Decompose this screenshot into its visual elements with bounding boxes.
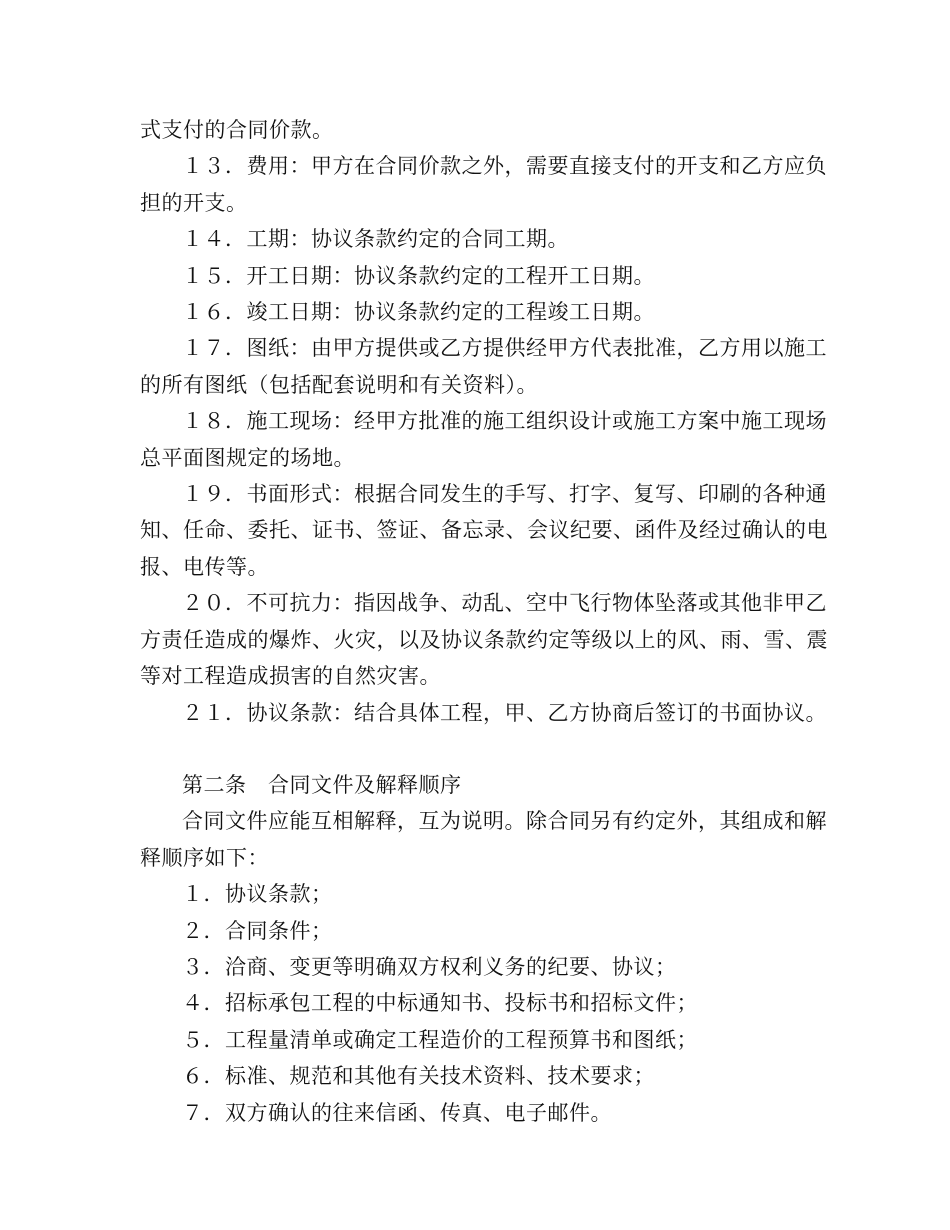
definition-19: １９．书面形式：根据合同发生的手写、打字、复写、印刷的各种通知、任命、委托、证书、签证、备忘录、会议纪要、函件及经过确认的电报、电传等。 [140,482,828,579]
list-item: ４．招标承包工程的中标通知书、投标书和招标文件； [182,991,698,1016]
list-item: ２．合同条件； [182,918,333,943]
list-item: ３．洽商、变更等明确双方权利义务的纪要、协议； [182,954,677,979]
section-spacer [140,731,830,767]
definition-18: １８．施工现场：经甲方批准的施工组织设计或施工方案中施工现场总平面图规定的场地。 [140,409,827,470]
list-item: ７．双方确认的往来信函、传真、电子邮件。 [182,1100,612,1125]
section-title: 第二条 合同文件及解释顺序 [182,772,462,797]
definition-15: １５．开工日期：协议条款约定的工程开工日期。 [182,263,655,288]
list-item: １．协议条款； [182,882,333,907]
document-body [140,112,830,1131]
definition-13: １３．费用：甲方在合同价款之外，需要直接支付的开支和乙方应负担的开支。 [140,154,827,215]
paragraph-continuation: 式支付的合同价款。 [140,118,334,142]
definition-14: １４．工期：协议条款约定的合同工期。 [182,227,569,252]
definition-20: ２０．不可抗力：指因战争、动乱、空中飞行物体坠落或其他非甲乙方责任造成的爆炸、火灾，以及协议条款约定等级以上的风、雨、雪、震等对工程造成损害的自然灾害。 [140,591,828,689]
section-intro: 合同文件应能互相解释，互为说明。除合同另有约定外，其组成和解释顺序如下： [140,809,827,870]
definition-21: ２１．协议条款：结合具体工程，甲、乙方协商后签订的书面协议。 [182,700,827,725]
definition-16: １６．竣工日期：协议条款约定的工程竣工日期。 [182,300,655,325]
list-item: ５．工程量清单或确定工程造价的工程预算书和图纸； [182,1027,698,1052]
definition-17: １７．图纸：由甲方提供或乙方提供经甲方代表批准，乙方用以施工的所有图纸（包括配套说明和有关资料）。 [140,336,827,397]
list-item: ６．标准、规范和其他有关技术资料、技术要求； [182,1064,655,1089]
